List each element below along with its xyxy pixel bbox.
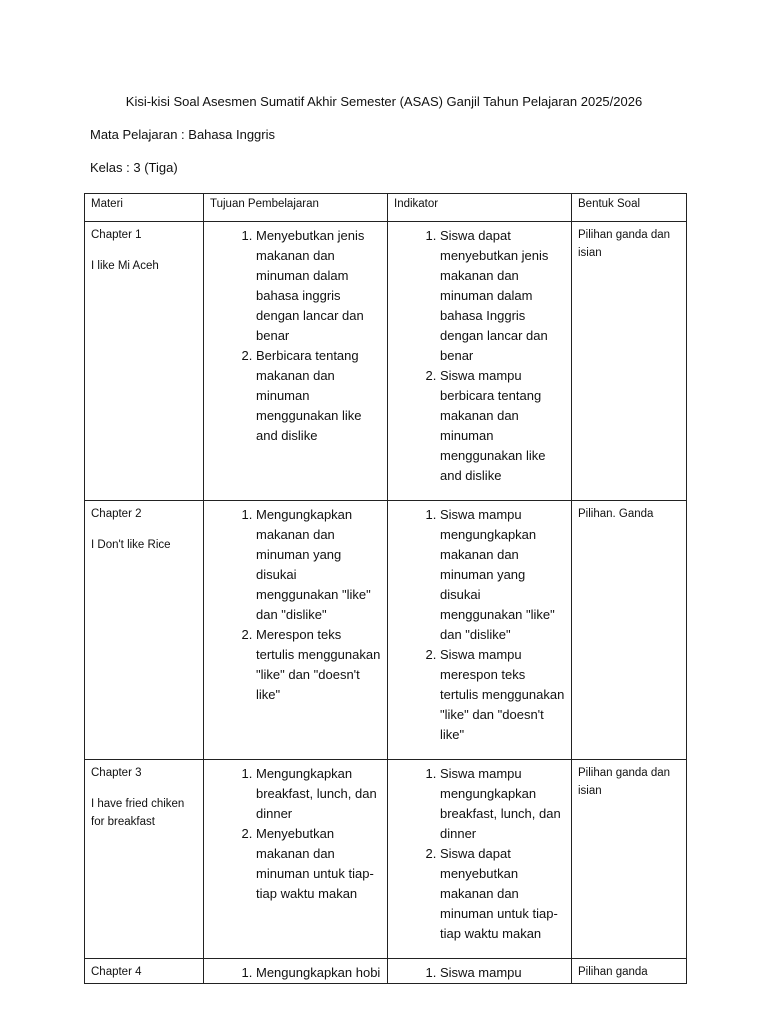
- chapter-label: Chapter 3: [91, 767, 142, 779]
- list-item: 2. Menyebutkan makanan dan minuman untuk tiap-tiap waktu makan: [256, 824, 382, 904]
- indikator-cell: [388, 959, 572, 984]
- tujuan-list: [206, 764, 382, 904]
- list-item: 1. Menyebutkan jenis makanan dan minuman dalam bahasa inggris dengan lancar dan benar: [256, 226, 382, 346]
- subject-line: Mata Pelajaran : Bahasa Inggris: [90, 127, 275, 142]
- list-item: 2. Merespon teks tertulis menggunakan "like" dan "doesn't like": [256, 625, 382, 705]
- list-item: 2. Siswa mampu berbicara tentang makanan dan minuman menggunakan like and dislike: [440, 366, 566, 486]
- bentuk-cell: Pilihan. Ganda: [572, 501, 687, 760]
- materi-cell: [85, 222, 204, 501]
- tujuan-cell: [204, 959, 388, 984]
- table-row: [85, 501, 687, 760]
- list-item: 1. Mengungkapkan makanan dan minuman yang disukai menggunakan "like" dan "dislike": [256, 505, 382, 625]
- tujuan-cell: [204, 501, 388, 760]
- header-materi: Materi: [85, 194, 204, 222]
- indikator-list: [390, 505, 566, 745]
- list-item: 1. Siswa mampu mengungkapkan makanan dan minuman yang disukai menggunakan "like" dan "dislike": [440, 505, 566, 645]
- chapter-label: Chapter 2: [91, 508, 142, 520]
- bentuk-cell: Pilihan ganda: [572, 959, 687, 984]
- bentuk-cell: Pilihan ganda dan isian: [572, 760, 687, 959]
- list-item: 1. Mengungkapkan breakfast, lunch, dan dinner: [256, 764, 382, 824]
- page-title: Kisi-kisi Soal Asesmen Sumatif Akhir Semester (ASAS) Ganjil Tahun Pelajaran 2025/2026: [125, 94, 643, 109]
- materi-cell: [85, 760, 204, 959]
- table-row: [85, 760, 687, 959]
- chapter-title: I like Mi Aceh: [91, 260, 159, 272]
- indikator-cell: [388, 501, 572, 760]
- materi-cell: [85, 959, 204, 984]
- materi-cell: [85, 501, 204, 760]
- list-item: 2. Siswa dapat menyebutkan makanan dan minuman untuk tiap-tiap waktu makan: [440, 844, 566, 944]
- table-header-row: [85, 194, 687, 222]
- list-item: 1. Siswa dapat menyebutkan jenis makanan dan minuman dalam bahasa Inggris dengan lancar dan benar: [440, 226, 566, 366]
- indikator-list: [390, 963, 566, 983]
- chapter-label: Chapter 4: [91, 966, 142, 978]
- table-row: [85, 222, 687, 501]
- tujuan-list: [206, 963, 382, 983]
- chapter-label: Chapter 1: [91, 229, 142, 241]
- indikator-cell: [388, 760, 572, 959]
- bentuk-cell: Pilihan ganda dan isian: [572, 222, 687, 501]
- list-item: 1. Siswa mampu mengungkapkan breakfast, lunch, dan dinner: [440, 764, 566, 844]
- chapter-title: I have fried chiken for breakfast: [91, 798, 185, 828]
- list-item: 1. Siswa mampu: [440, 963, 566, 983]
- tujuan-list: [206, 226, 382, 446]
- list-item: 2. Berbicara tentang makanan dan minuman menggunakan like and dislike: [256, 346, 382, 446]
- header-tujuan: Tujuan Pembelajaran: [204, 194, 388, 222]
- table-row: [85, 959, 687, 984]
- indikator-list: [390, 764, 566, 944]
- list-item: 1. Mengungkapkan hobi: [256, 963, 382, 983]
- chapter-title: I Don't like Rice: [91, 539, 171, 551]
- header-bentuk: Bentuk Soal: [572, 194, 687, 222]
- indikator-cell: [388, 222, 572, 501]
- class-line: Kelas : 3 (Tiga): [90, 160, 178, 175]
- indikator-list: [390, 226, 566, 486]
- kisi-table: [84, 193, 687, 984]
- header-indikator: Indikator: [388, 194, 572, 222]
- list-item: 2. Siswa mampu merespon teks tertulis menggunakan "like" dan "doesn't like": [440, 645, 566, 745]
- tujuan-cell: [204, 222, 388, 501]
- tujuan-list: [206, 505, 382, 705]
- tujuan-cell: [204, 760, 388, 959]
